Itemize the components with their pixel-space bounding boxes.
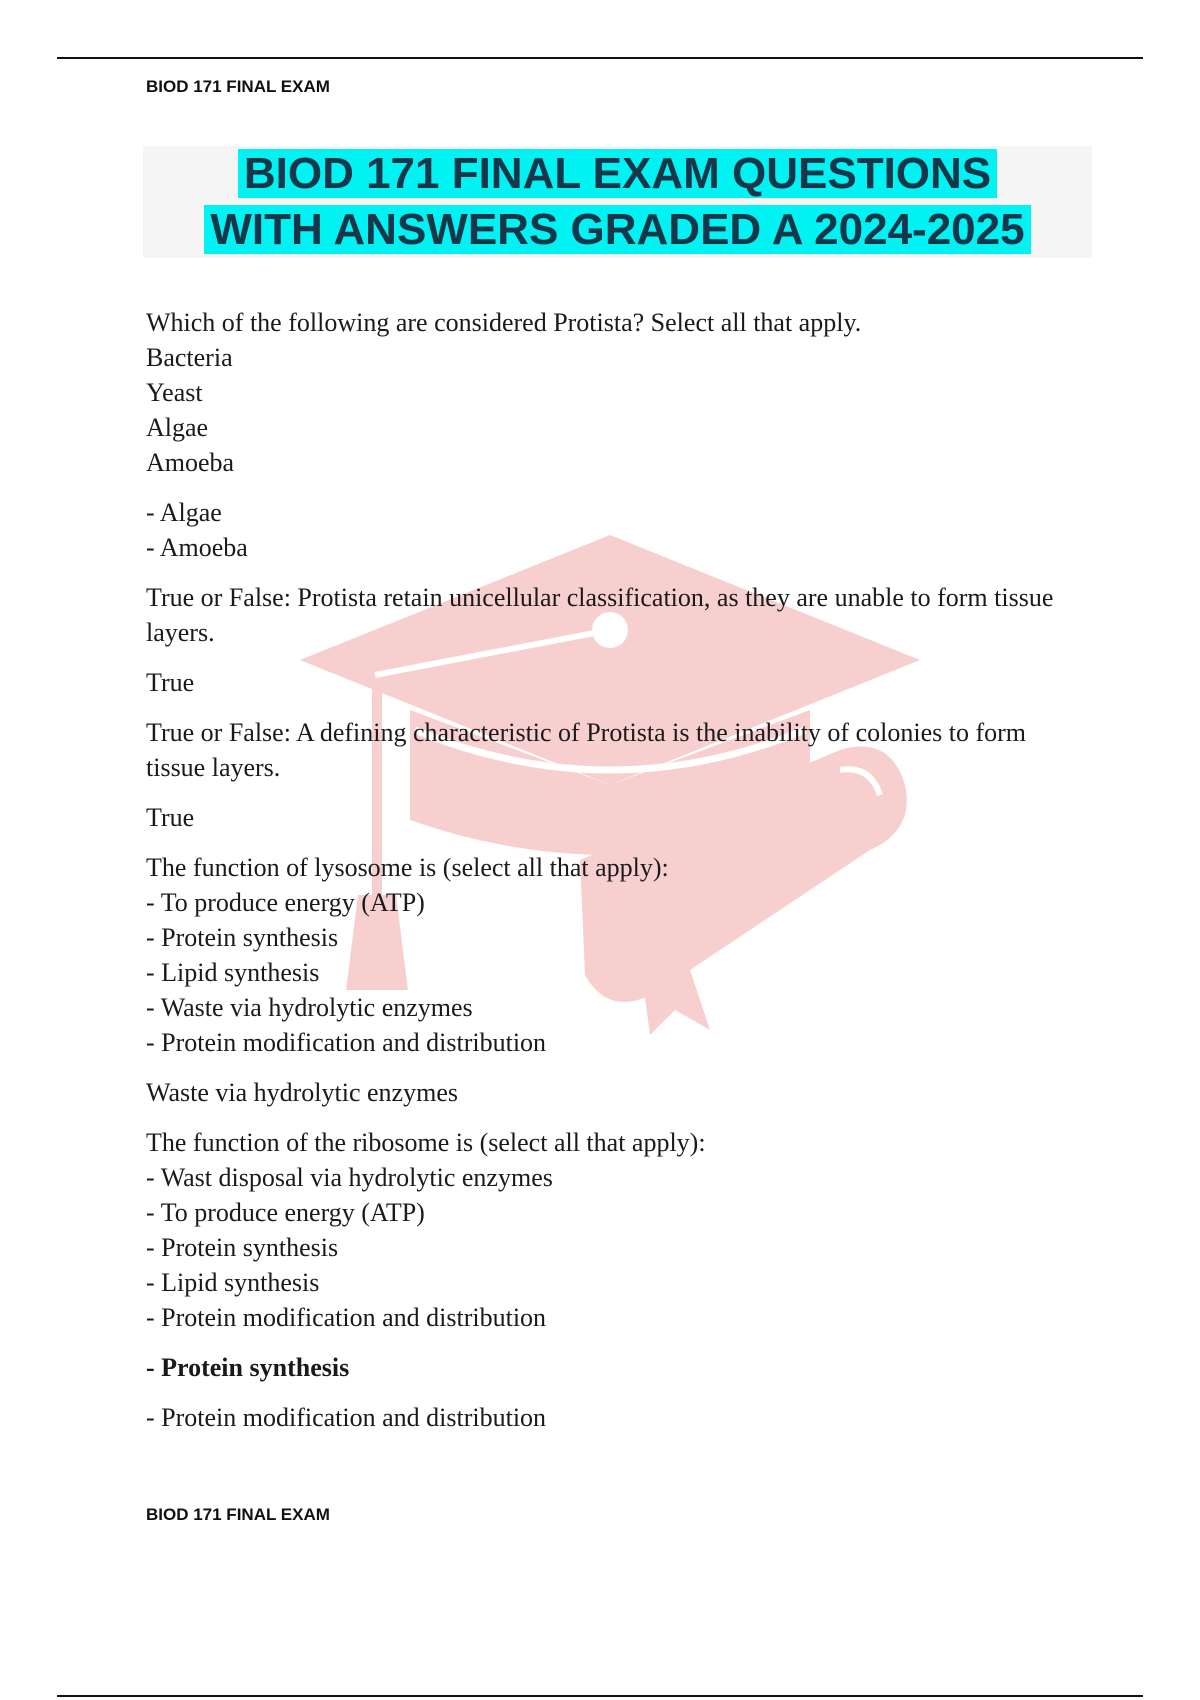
option-item: Yeast bbox=[146, 378, 203, 407]
question-block-5 bbox=[146, 1125, 1076, 1335]
option-item: - Protein synthesis bbox=[146, 923, 339, 952]
bottom-rule bbox=[57, 1695, 1143, 1697]
option-item: - Lipid synthesis bbox=[146, 1268, 320, 1297]
exam-content bbox=[146, 305, 1076, 1450]
option-item: - Waste via hydrolytic enzymes bbox=[146, 993, 473, 1022]
title-line-2: WITH ANSWERS GRADED A 2024-2025 bbox=[204, 205, 1030, 254]
title-line-1: BIOD 171 FINAL EXAM QUESTIONS bbox=[238, 149, 997, 198]
option-item: - To produce energy (ATP) bbox=[146, 888, 425, 917]
option-item: - Protein synthesis bbox=[146, 1233, 339, 1262]
answer-item: - Algae bbox=[146, 498, 222, 527]
option-item: Algae bbox=[146, 413, 209, 442]
question-text: True or False: A defining characteristic of Protista is the inability of colonies to form tissue layers. bbox=[146, 718, 1026, 782]
option-item: - To produce energy (ATP) bbox=[146, 1198, 425, 1227]
answer-item: - Amoeba bbox=[146, 533, 248, 562]
option-item: - Wast disposal via hydrolytic enzymes bbox=[146, 1163, 553, 1192]
option-item: - Protein modification and distribution bbox=[146, 1303, 547, 1332]
document-title bbox=[143, 146, 1092, 258]
option-item: - Lipid synthesis bbox=[146, 958, 320, 987]
running-footer: BIOD 171 FINAL EXAM bbox=[146, 1505, 330, 1524]
question-block-1 bbox=[146, 305, 1076, 480]
question-text: Which of the following are considered Protista? Select all that apply. bbox=[146, 308, 862, 337]
answer-block-1 bbox=[146, 495, 1076, 565]
question-text: The function of the ribosome is (select all that apply): bbox=[146, 1128, 706, 1157]
answer-text: True bbox=[146, 803, 195, 832]
question-text: The function of lysosome is (select all that apply): bbox=[146, 853, 669, 882]
running-header: BIOD 171 FINAL EXAM bbox=[146, 77, 330, 96]
question-text: True or False: Protista retain unicellular classification, as they are unable to form tissue layers. bbox=[146, 583, 1054, 647]
option-item: Bacteria bbox=[146, 343, 233, 372]
answer-bold: - Protein synthesis bbox=[146, 1353, 350, 1382]
answer-text: Waste via hydrolytic enzymes bbox=[146, 1078, 458, 1107]
option-item: - Protein modification and distribution bbox=[146, 1028, 547, 1057]
answer-text: True bbox=[146, 668, 195, 697]
question-block-4 bbox=[146, 850, 1076, 1060]
answer-text bbox=[146, 1350, 1076, 1385]
top-rule bbox=[57, 57, 1143, 59]
option-item: Amoeba bbox=[146, 448, 235, 477]
answer-text: - Protein modification and distribution bbox=[146, 1403, 547, 1432]
